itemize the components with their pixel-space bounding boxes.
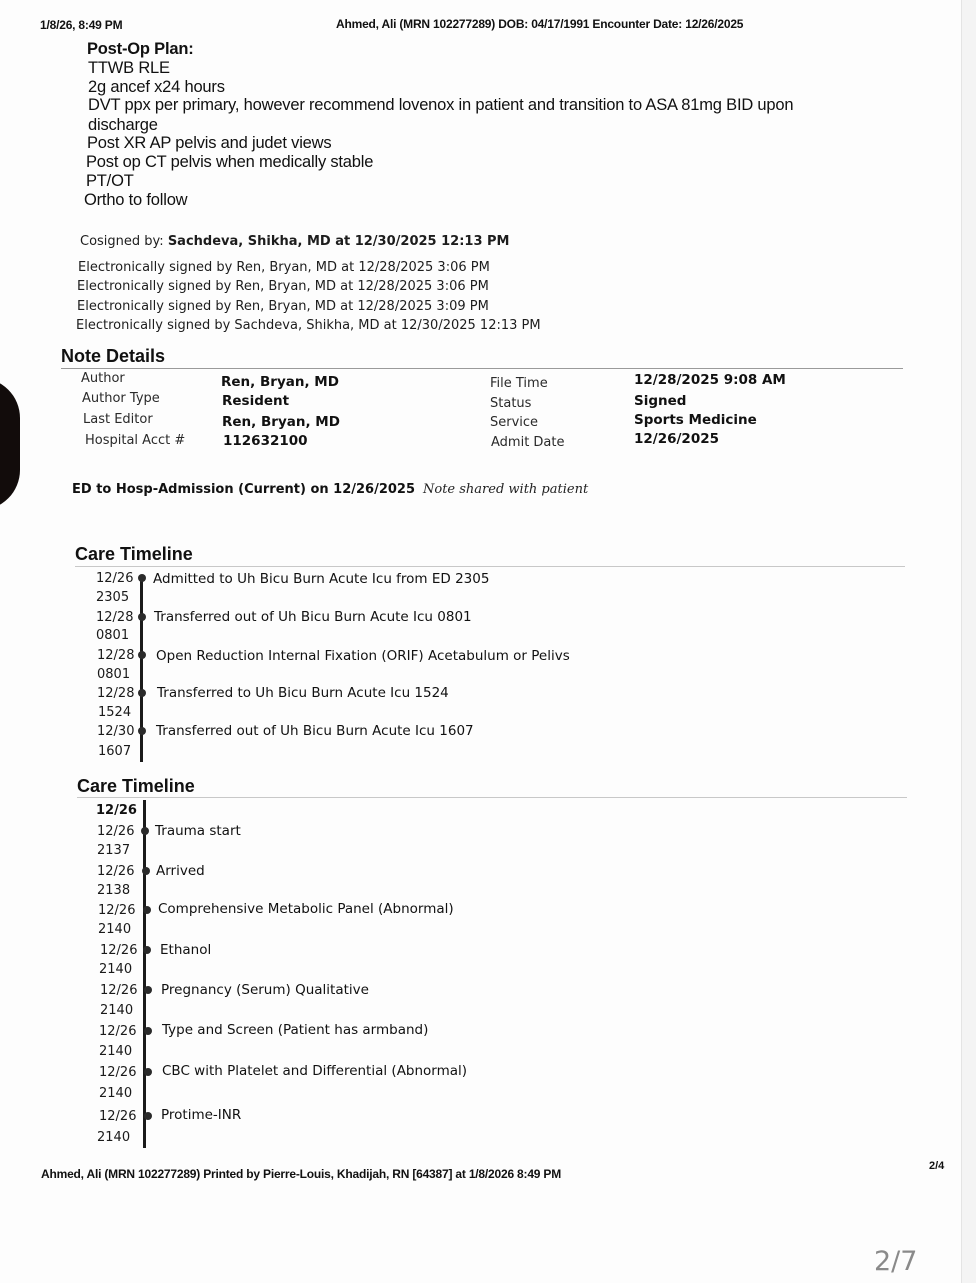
detail-value: Signed — [634, 393, 687, 409]
e-signature: Electronically signed by Ren, Bryan, MD at 12/28/2025 3:06 PM — [78, 260, 490, 275]
plan-line: 2g ancef x24 hours — [88, 78, 225, 96]
timeline-dot — [141, 827, 149, 835]
detail-label: Admit Date — [491, 435, 565, 450]
event-date: 12/28 — [97, 686, 135, 701]
plan-line: Ortho to follow — [84, 191, 188, 209]
timeline-event: Transferred to Uh Bicu Burn Acute Icu 1524 — [157, 685, 449, 701]
event-time: 2140 — [100, 1003, 134, 1018]
detail-label: File Time — [490, 376, 548, 391]
detail-value: 12/28/2025 9:08 AM — [634, 372, 786, 388]
timeline-dot — [143, 946, 151, 954]
event-time: 0801 — [97, 667, 131, 682]
e-signature: Electronically signed by Sachdeva, Shikha, MD at 12/30/2025 12:13 PM — [76, 318, 541, 333]
detail-value: Ren, Bryan, MD — [222, 414, 340, 430]
timeline-event: Open Reduction Internal Fixation (ORIF) Acetabulum or Pelivs — [156, 648, 570, 664]
detail-value: 12/26/2025 — [634, 431, 720, 447]
event-time: 1607 — [98, 744, 132, 759]
timeline-event: CBC with Platelet and Differential (Abnormal) — [162, 1063, 468, 1079]
timeline-dot — [144, 1112, 152, 1120]
detail-label: Author — [81, 371, 125, 386]
timeline-dot — [143, 906, 151, 914]
timeline-event: Admitted to Uh Bicu Burn Acute Icu from ED 2305 — [153, 571, 490, 587]
event-time: 2138 — [97, 883, 131, 898]
timeline-event: Comprehensive Metabolic Panel (Abnormal) — [158, 901, 454, 917]
event-time: 1524 — [98, 705, 132, 720]
detail-value: 112632100 — [223, 433, 308, 449]
section-divider — [77, 797, 907, 798]
page-number: 2/4 — [929, 1160, 945, 1172]
event-date: 12/26 — [97, 824, 135, 839]
timeline-event: Transferred out of Uh Bicu Burn Acute Icu 0801 — [154, 609, 472, 625]
e-signature: Electronically signed by Ren, Bryan, MD at 12/28/2025 3:09 PM — [77, 299, 489, 314]
section-divider — [61, 368, 903, 369]
event-time: 2140 — [99, 1086, 133, 1101]
cosign-line — [80, 234, 509, 249]
event-time: 2140 — [97, 1130, 131, 1145]
event-date: 12/26 — [99, 1109, 137, 1124]
event-time: 0801 — [96, 628, 130, 643]
timeline-event: Type and Screen (Patient has armband) — [162, 1022, 429, 1038]
detail-value: Resident — [222, 393, 290, 409]
plan-line: TTWB RLE — [88, 59, 170, 77]
timeline-dot — [144, 1027, 152, 1035]
event-date: 12/28 — [96, 610, 134, 625]
timeline-dot — [138, 574, 146, 582]
plan-line: discharge — [88, 116, 158, 134]
event-time: 2305 — [96, 590, 130, 605]
timeline-dot — [138, 689, 146, 697]
post-op-plan-title: Post-Op Plan: — [87, 40, 194, 58]
timeline-dot — [138, 727, 146, 735]
e-signature: Electronically signed by Ren, Bryan, MD at 12/28/2025 3:06 PM — [77, 279, 489, 294]
event-date: 12/26 — [100, 943, 138, 958]
detail-value: Sports Medicine — [634, 412, 757, 428]
timeline-event: Trauma start — [155, 823, 241, 839]
care-timeline-title: Care Timeline — [75, 544, 193, 564]
timeline-event: Arrived — [156, 863, 205, 879]
patient-header: Ahmed, Ali (MRN 102277289) DOB: 04/17/1991 Encounter Date: 12/26/2025 — [336, 17, 744, 31]
event-date: 12/26 — [97, 864, 135, 879]
plan-line: DVT ppx per primary, however recommend lovenox in patient and transition to ASA 81mg BID upon — [88, 96, 794, 114]
event-date: 12/30 — [97, 724, 135, 739]
detail-label: Last Editor — [83, 412, 153, 427]
timeline-dot — [144, 1068, 152, 1076]
timeline-event: Pregnancy (Serum) Qualitative — [161, 982, 369, 998]
care-timeline-title: Care Timeline — [77, 776, 195, 796]
timeline-day-header: 12/26 — [96, 803, 137, 818]
detail-value: Ren, Bryan, MD — [221, 374, 339, 390]
event-time: 2140 — [98, 922, 132, 937]
print-footer: Ahmed, Ali (MRN 102277289) Printed by Pierre-Louis, Khadijah, RN [64387] at 1/8/2026 8:49 PM — [41, 1167, 562, 1181]
print-timestamp: 1/8/26, 8:49 PM — [40, 18, 123, 32]
event-date: 12/26 — [100, 983, 138, 998]
timeline-dot — [138, 613, 146, 621]
detail-label: Hospital Acct # — [85, 433, 186, 448]
note-details-title: Note Details — [61, 346, 166, 366]
plan-line: Post op CT pelvis when medically stable — [86, 153, 374, 171]
detail-label: Service — [490, 415, 539, 430]
event-date: 12/28 — [97, 648, 135, 663]
timeline-event: Ethanol — [160, 942, 212, 958]
cosign-value: Sachdeva, Shikha, MD at 12/30/2025 12:13 PM — [167, 234, 510, 249]
viewer-page-counter: 2/7 — [874, 1246, 918, 1277]
timeline-event: Transferred out of Uh Bicu Burn Acute Icu 1607 — [156, 723, 474, 739]
event-date: 12/26 — [96, 571, 134, 586]
page-edge — [961, 0, 976, 1283]
timeline-axis — [143, 800, 146, 1148]
event-date: 12/26 — [99, 1024, 137, 1039]
timeline-dot — [144, 986, 152, 994]
detail-label: Author Type — [82, 391, 160, 406]
event-time: 2137 — [97, 843, 131, 858]
event-date: 12/26 — [99, 1065, 137, 1080]
timeline-event: Protime-INR — [161, 1107, 242, 1123]
event-time: 2140 — [99, 1044, 133, 1059]
cosign-label: Cosigned by: — [80, 234, 164, 249]
timeline-dot — [138, 651, 146, 659]
section-divider — [75, 566, 905, 567]
note-shared-flag: Note shared with patient — [423, 482, 589, 497]
event-date: 12/26 — [98, 903, 136, 918]
plan-line: Post XR AP pelvis and judet views — [87, 134, 332, 152]
admission-info: ED to Hosp-Admission (Current) on 12/26/2025 — [72, 482, 416, 497]
detail-label: Status — [490, 396, 532, 411]
plan-line: PT/OT — [86, 172, 134, 190]
timeline-dot — [142, 867, 150, 875]
event-time: 2140 — [99, 962, 133, 977]
